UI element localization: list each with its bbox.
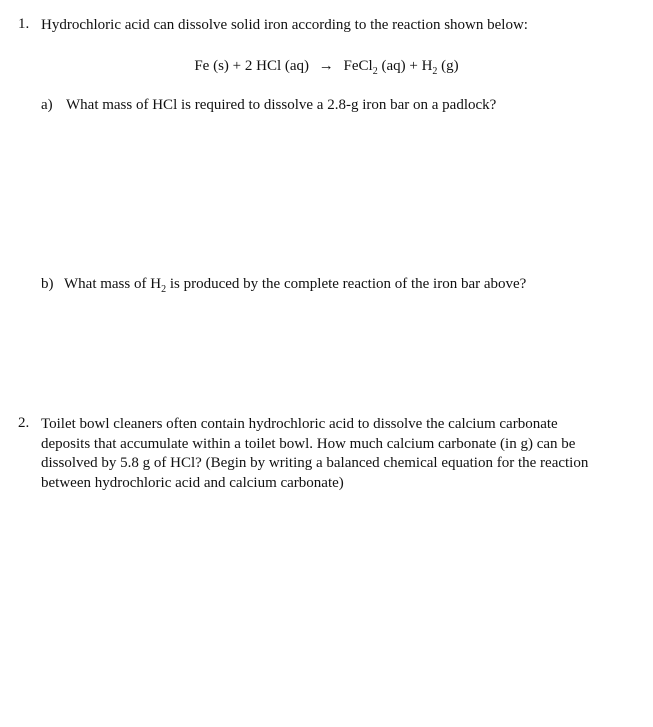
question-1-text: Hydrochloric acid can dissolve solid iron according to the reaction shown below: [41, 17, 528, 33]
reaction-arrow: → [318, 58, 334, 74]
question-2-line: dissolved by 5.8 g of HCl? (Begin by writing a balanced chemical equation for the reaction [41, 455, 589, 471]
question-1-number: 1. [18, 16, 30, 32]
question-2-line: between hydrochloric acid and calcium carbonate) [41, 474, 344, 491]
reaction-equation [0, 58, 653, 77]
question-2-line: deposits that accumulate within a toilet bowl. How much calcium carbonate (in g) can be [41, 435, 576, 452]
question-2-line: Toilet bowl cleaners often contain hydrochloric acid to dissolve the calcium carbonate [41, 416, 558, 432]
question-2-text [41, 415, 641, 493]
question-2-number: 2. [18, 415, 30, 431]
equation-products: FeCl$_2$ $(aq) + H_2$ (g) [343, 58, 459, 77]
question-1a-text: What mass of HCl is required to dissolve a 2.8-g iron bar on a padlock? [66, 97, 497, 113]
question-1a-label: a) [41, 97, 53, 113]
equation-reactants: Fe (s) + 2 HCl (aq) [194, 58, 310, 74]
question-1b-label: b) [41, 276, 54, 292]
question-1b-text: What mass of $H_2$ is produced by the complete reaction of the iron bar above? [64, 276, 527, 295]
